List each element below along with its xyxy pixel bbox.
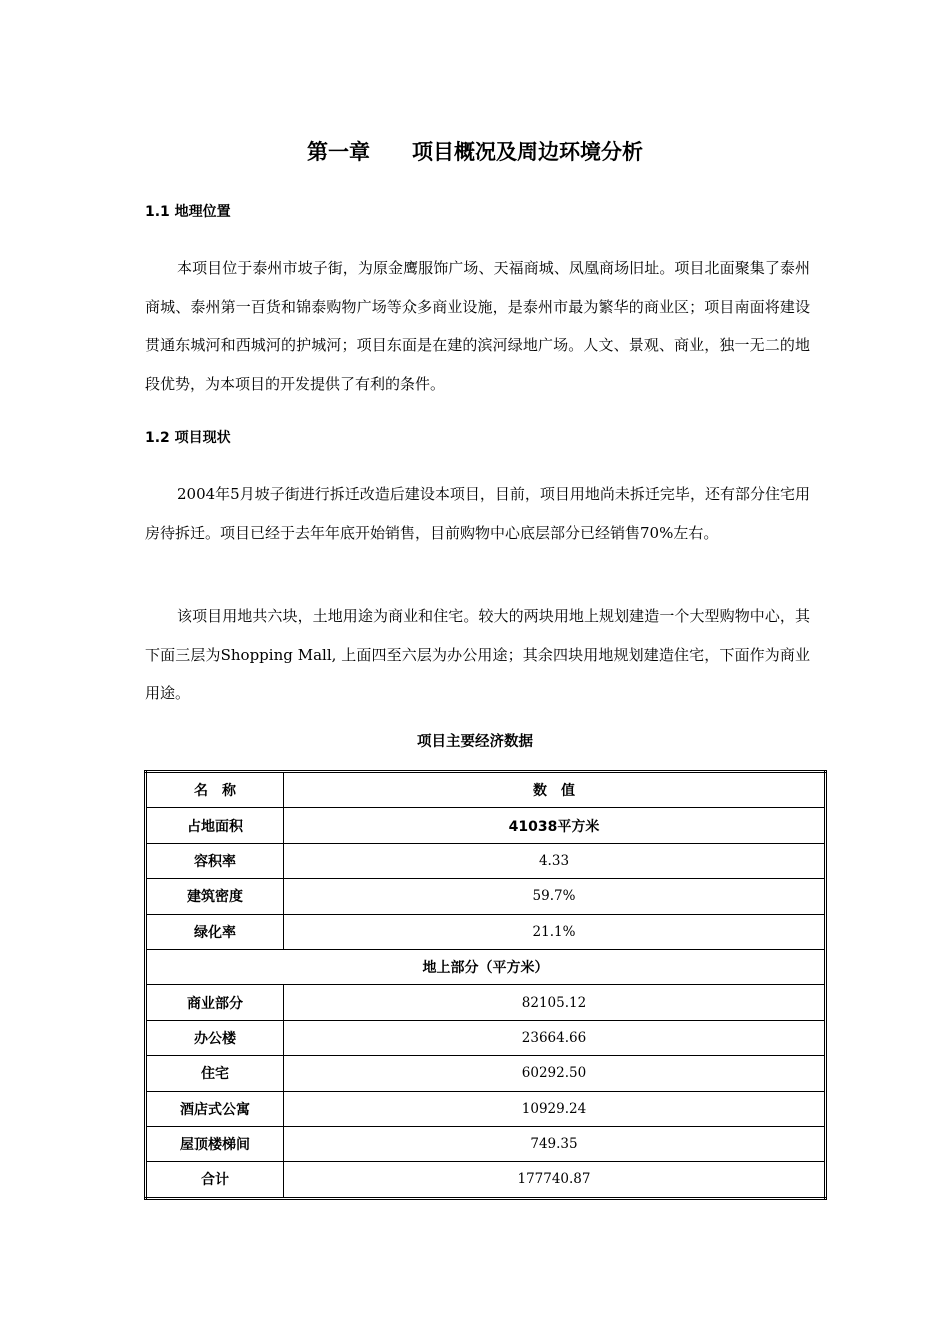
row-value: 23664.66 [284, 1020, 826, 1055]
paragraph-status-1: 2004年5月坡子街进行拆迁改造后建设本项目，目前，项目用地尚未拆迁完毕，还有部分住宅用房待拆迁。项目已经于去年年底开始销售，目前购物中心底层部分已经销售70%左右。 [145, 485, 810, 542]
row-label: 办公楼 [146, 1020, 284, 1055]
table-row [146, 808, 826, 843]
table-row [146, 985, 826, 1020]
table-row [146, 1091, 826, 1126]
row-label: 商业部分 [146, 985, 284, 1020]
economic-data-table [144, 770, 827, 1200]
table-row [146, 843, 826, 878]
table-row [146, 914, 826, 949]
row-label: 占地面积 [146, 808, 284, 843]
table-total-row [146, 1162, 826, 1198]
row-value: 41038平方米 [284, 808, 826, 843]
header-name: 名 称 [146, 772, 284, 808]
table-row [146, 1020, 826, 1055]
row-value: 21.1% [284, 914, 826, 949]
table-header-row [146, 772, 826, 808]
row-label: 屋顶楼梯间 [146, 1126, 284, 1161]
paragraph-status-2: 该项目用地共六块，土地用途为商业和住宅。较大的两块用地上规划建造一个大型购物中心，其下面三层为Shopping Mall, 上面四至六层为办公用途；其余四块用地规划建造住宅，下面作为商业用途。 [145, 607, 810, 702]
header-value: 数 值 [284, 772, 826, 808]
row-value: 177740.87 [284, 1162, 826, 1198]
table-row [146, 879, 826, 914]
row-value: 59.7% [284, 879, 826, 914]
row-label: 容积率 [146, 843, 284, 878]
paragraph-location: 本项目位于泰州市坡子街，为原金鹰服饰广场、天福商城、凤凰商场旧址。项目北面聚集了泰州商城、泰州第一百货和锦泰购物广场等众多商业设施，是泰州市最为繁华的商业区；项目南面将建设贯通东城河和西城河的护城河；项目东面是在建的滨河绿地广场。人文、景观、商业，独一无二的地段优势，为本项目的开发提供了有利的条件。 [145, 259, 810, 393]
row-value: 4.33 [284, 843, 826, 878]
table-caption: 项目主要经济数据 [417, 734, 533, 750]
row-label: 酒店式公寓 [146, 1091, 284, 1126]
table-row [146, 1056, 826, 1091]
table-subheader-row [146, 949, 826, 984]
section-heading-status: 1.2 项目现状 [145, 430, 231, 446]
row-value: 10929.24 [284, 1091, 826, 1126]
row-value: 82105.12 [284, 985, 826, 1020]
table-row [146, 1126, 826, 1161]
section-heading-location: 1.1 地理位置 [145, 204, 231, 220]
row-value: 60292.50 [284, 1056, 826, 1091]
row-value: 749.35 [284, 1126, 826, 1161]
chapter-title: 第一章 项目概况及周边环境分析 [307, 140, 643, 164]
row-label: 住宅 [146, 1056, 284, 1091]
row-label: 绿化率 [146, 914, 284, 949]
row-label: 建筑密度 [146, 879, 284, 914]
table-subheader: 地上部分（平方米） [146, 949, 826, 984]
row-label: 合计 [146, 1162, 284, 1198]
